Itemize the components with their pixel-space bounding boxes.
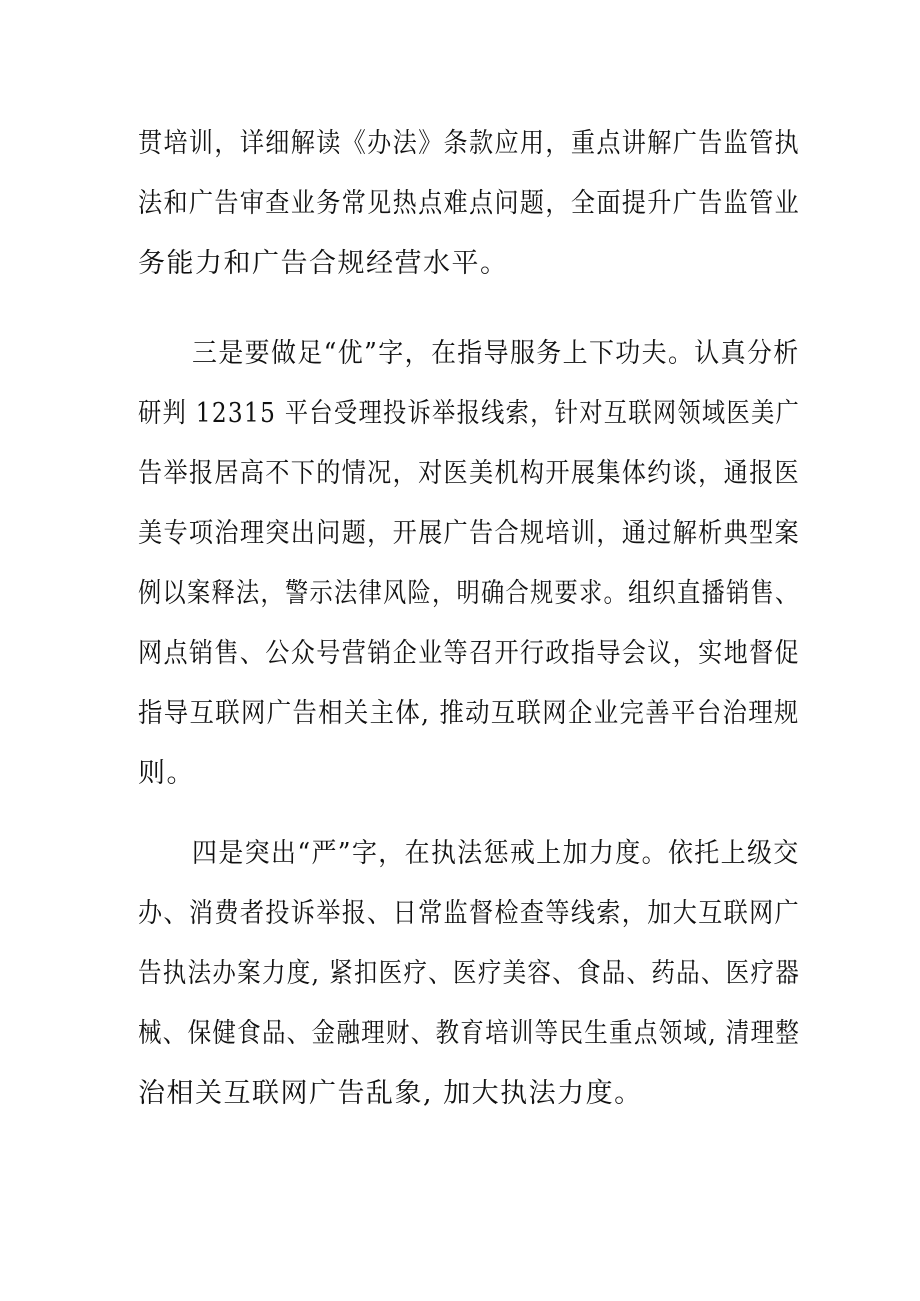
paragraph-1-line-2: 法和广告审查业务常见热点难点问题，全面提升广告监管业 bbox=[138, 188, 801, 219]
paragraph-2-line-4: 美专项治理突出问题，开展广告合规培训，通过解析典型案 bbox=[138, 518, 801, 549]
paragraph-2-line-1: 三是要做足“优”字，在指导服务上下功夫。认真分析 bbox=[192, 338, 800, 369]
paragraph-3-line-4: 械、保健食品、金融理财、教育培训等民生重点领域, 清理整 bbox=[138, 1018, 801, 1049]
paragraph-3-line-1: 四是突出“严”字，在执法惩戒上加力度。依托上级交 bbox=[192, 838, 800, 869]
paragraph-2-line-2: 研判 12315 平台受理投诉举报线索，针对互联网领域医美广 bbox=[138, 398, 801, 429]
paragraph-3-line-2: 办、消费者投诉举报、日常监督检查等线索，加大互联网广 bbox=[138, 898, 801, 929]
paragraph-3-line-3: 告执法办案力度, 紧扣医疗、医疗美容、食品、药品、医疗器 bbox=[138, 958, 801, 989]
paragraph-2-line-7: 指导互联网广告相关主体, 推动互联网企业完善平台治理规 bbox=[138, 698, 800, 729]
paragraph-2-line-5: 例以案释法，警示法律风险，明确合规要求。组织直播销售、 bbox=[138, 578, 800, 609]
paragraph-2-line-3: 告举报居高不下的情况，对医美机构开展集体约谈，通报医 bbox=[138, 458, 801, 489]
paragraph-1-line-1: 贯培训，详细解读《办法》条款应用，重点讲解广告监管执 bbox=[138, 128, 801, 159]
paragraph-1-line-3: 务能力和广告合规经营水平。 bbox=[138, 248, 509, 279]
paragraph-2-line-8: 则。 bbox=[138, 758, 195, 789]
paragraph-2-line-6: 网点销售、公众号营销企业等召开行政指导会议，实地督促 bbox=[138, 638, 801, 669]
paragraph-3-line-5: 治相关互联网广告乱象, 加大执法力度。 bbox=[138, 1078, 643, 1109]
